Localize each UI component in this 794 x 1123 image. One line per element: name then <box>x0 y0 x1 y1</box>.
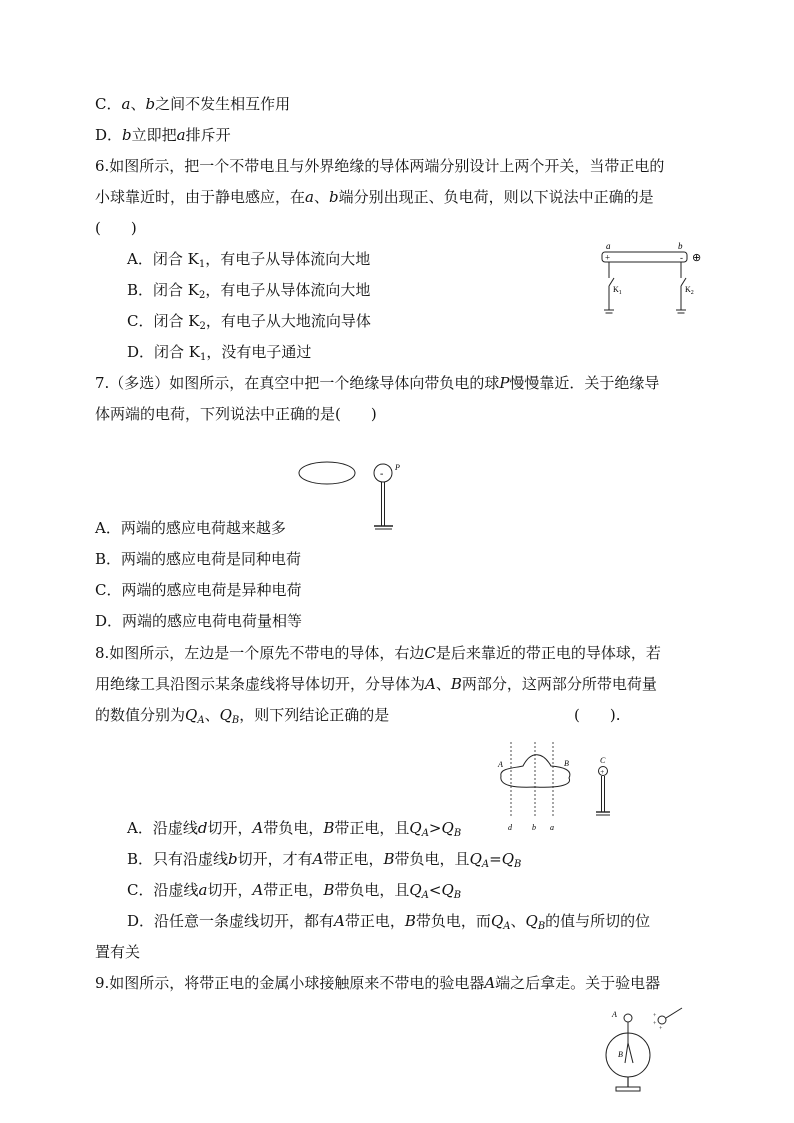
fig6-label-b: b <box>678 241 683 251</box>
fig6-plus: + <box>605 252 611 263</box>
q9-figure <box>598 1003 708 1099</box>
fig7-label-p: P <box>395 463 400 472</box>
q7-option-b: B．两端的感应电荷是同种电荷 <box>95 550 302 568</box>
q8-option-a: A．沿虚线d切开，A带负电，B带正电，且$Q_A>Q_B$ <box>127 819 462 839</box>
fig8-label-a-region: A <box>498 760 503 769</box>
q8-option-d-line1: D．沿任意一条虚线切开，都有A带正电，B带负电，而$Q_A$、$Q_B$的值与所切的位 <box>127 912 651 932</box>
fig9-top-knob <box>624 1014 632 1022</box>
fig8-label-d: d <box>508 823 512 832</box>
q7-stem-line1: 7.（多选）如图所示，在真空中把一个绝缘导体向带负电的球P慢慢靠近．关于绝缘导 <box>95 374 660 392</box>
q6-figure <box>595 240 710 325</box>
q8-option-b: B．只有沿虚线b切开，才有A带正电，B带负电，且$Q_A=Q_B$ <box>127 850 522 870</box>
q6-option-d: D．闭合 $K_1$，没有电子通过 <box>127 343 312 363</box>
fig8-label-c: C <box>600 756 606 765</box>
q6-stem-line3: ( ) <box>95 219 137 237</box>
fig9-leaf-right <box>628 1043 633 1063</box>
fig6-label-k1: $K_1$ <box>613 285 622 296</box>
q7-stem-line2: 体两端的电荷，下列说法中正确的是( ) <box>95 405 377 423</box>
fig9-base <box>616 1087 640 1091</box>
q7-option-d: D．两端的感应电荷电荷量相等 <box>95 612 303 630</box>
fig9-plus-2: + <box>653 1021 657 1027</box>
q5-option-d: D．b立即把a排斥开 <box>95 126 231 144</box>
fig6-label-k2: $K_2$ <box>685 285 694 296</box>
fig7-minus: - <box>380 468 384 480</box>
q5-option-c: C．a、b之间不发生相互作用 <box>95 95 291 113</box>
q8-stem-line3: 的数值分别为$Q_A$、$Q_B$，则下列结论正确的是 <box>95 706 390 726</box>
fig6-charged-ball: ⊕ <box>692 252 702 264</box>
fig8-label-b-region: B <box>564 759 569 768</box>
fig6-label-a: a <box>606 241 611 251</box>
fig9-label-a: A <box>612 1010 617 1019</box>
fig8-plus: + <box>600 768 605 776</box>
fig6-minus: - <box>680 252 683 263</box>
q7-option-a: A．两端的感应电荷越来越多 <box>95 519 286 537</box>
q8-stem-line2: 用绝缘工具沿图示某条虚线将导体切开，分导体为A、B两部分，这两部分所带电荷量 <box>95 675 657 693</box>
q9-stem-line1: 9.如图所示，将带正电的金属小球接触原来不带电的验电器A端之后拿走。关于验电器 <box>95 974 661 992</box>
fig8-label-b: b <box>532 823 536 832</box>
q6-stem-line1: 6.如图所示，把一个不带电且与外界绝缘的导体两端分别设计上两个开关，当带正电的 <box>95 157 665 175</box>
q6-option-b: B．闭合 $K_2$，有电子从导体流向大地 <box>127 281 371 301</box>
q8-answer-bracket: ( ). <box>574 706 621 724</box>
q8-figure <box>495 740 620 832</box>
q6-option-a: A．闭合 $K_1$，有电子从导体流向大地 <box>127 250 371 270</box>
q7-option-c: C．两端的感应电荷是异种电荷 <box>95 581 302 599</box>
fig6-conductor <box>602 252 687 262</box>
q7-figure <box>298 458 408 533</box>
fig8-label-a: a <box>550 823 554 832</box>
fig9-plus-1: + <box>653 1013 657 1019</box>
fig9-plus-3: + <box>659 1026 663 1032</box>
q6-option-c: C．闭合 $K_2$，有电子从大地流向导体 <box>127 312 371 332</box>
q8-option-d-line2: 置有关 <box>95 943 141 961</box>
q6-stem-line2: 小球靠近时，由于静电感应，在a、b端分别出现正、负电荷，则以下说法中正确的是 <box>95 188 654 206</box>
fig9-label-b: B <box>618 1050 623 1059</box>
fig9-charged-ball <box>658 1016 666 1024</box>
fig7-insulated-conductor <box>299 462 355 484</box>
q8-stem-line1: 8.如图所示，左边是一个原先不带电的导体，右边C是后来靠近的带正电的导体球，若 <box>95 644 661 662</box>
fig9-leaf-left <box>625 1043 628 1063</box>
fig9-insulating-handle <box>666 1008 682 1018</box>
q8-option-c: C．沿虚线a切开，A带正电，B带负电，且$Q_A<Q_B$ <box>127 881 462 901</box>
